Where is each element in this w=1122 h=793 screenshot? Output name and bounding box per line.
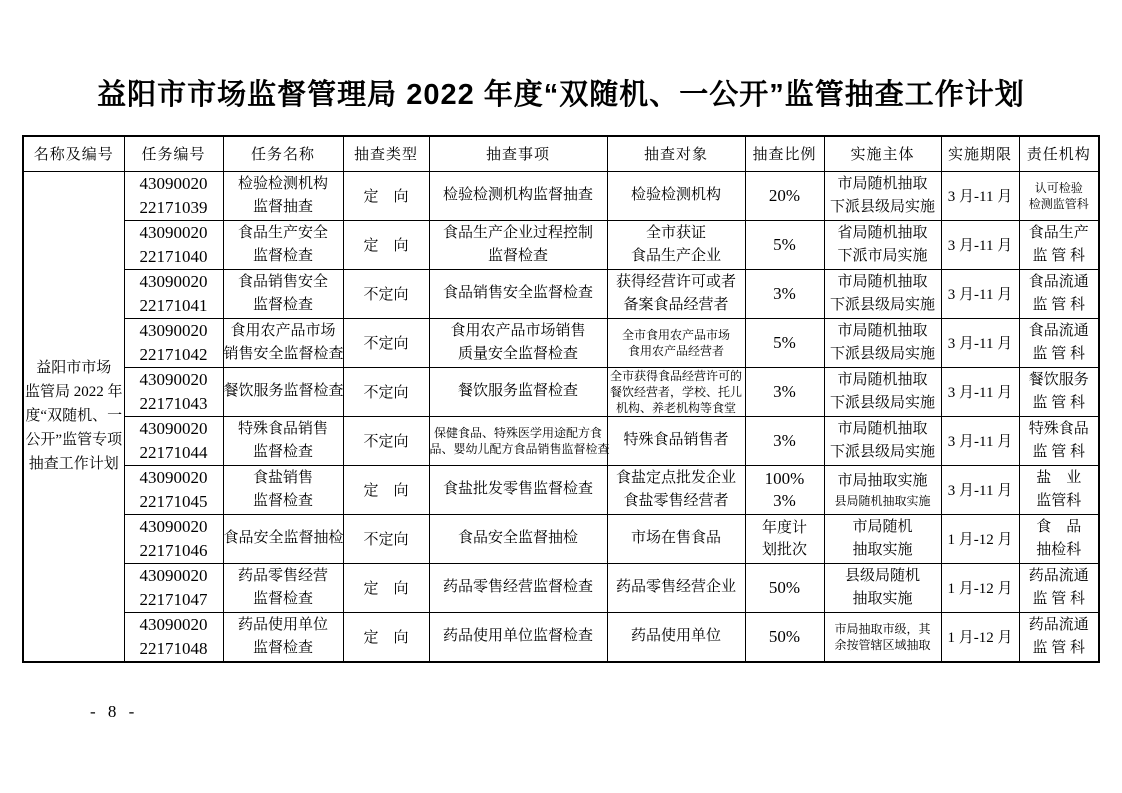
table-row [23, 171, 1099, 220]
cell-task-name: 餐饮服务监督检查 [223, 367, 343, 416]
cell-items: 保健食品、特殊医学用途配方食 品、婴幼儿配方食品销售监督检查 [429, 416, 607, 465]
cell-ratio: 5% [745, 318, 824, 367]
cell-targets: 全市获得食品经营许可的 餐饮经营者，学校、托儿 机构、养老机构等食堂 [607, 367, 745, 416]
cell-items: 食用农产品市场销售 质量安全监督检查 [429, 318, 607, 367]
cell-agency: 盐 业 监管科 [1019, 465, 1099, 514]
cell-ratio: 20% [745, 171, 824, 220]
col-header-inspection-ratio: 抽查比例 [745, 136, 824, 171]
page-number: - 8 - [90, 702, 139, 721]
cell-task-no: 43090020 22171043 [124, 367, 223, 416]
cell-period: 1 月-12 月 [941, 612, 1019, 662]
table-row [23, 367, 1099, 416]
cell-targets: 药品零售经营企业 [607, 563, 745, 612]
cell-type: 不定向 [343, 416, 429, 465]
cell-task-no: 43090020 22171044 [124, 416, 223, 465]
cell-agency: 认可检验 检测监管科 [1019, 171, 1099, 220]
cell-agency: 药品流通 监 管 科 [1019, 563, 1099, 612]
col-header-name-and-number: 名称及编号 [23, 136, 124, 171]
table-header [23, 136, 1099, 171]
cell-task-no: 43090020 22171040 [124, 220, 223, 269]
cell-targets: 全市获证 食品生产企业 [607, 220, 745, 269]
cell-task-no: 43090020 22171047 [124, 563, 223, 612]
cell-period: 1 月-12 月 [941, 563, 1019, 612]
col-header-implementer: 实施主体 [824, 136, 941, 171]
cell-ratio: 3% [745, 416, 824, 465]
cell-period: 3 月-11 月 [941, 465, 1019, 514]
cell-period: 3 月-11 月 [941, 367, 1019, 416]
cell-task-no: 43090020 22171046 [124, 514, 223, 563]
cell-period: 3 月-11 月 [941, 269, 1019, 318]
cell-targets: 特殊食品销售者 [607, 416, 745, 465]
cell-implementer: 市局随机抽取 下派县级局实施 [824, 416, 941, 465]
plan-name-cell: 益阳市市场 监管局 2022 年 度“双随机、一 公开”监管专项 抽查工作计划 [23, 171, 124, 662]
cell-implementer: 市局随机抽取 下派县级局实施 [824, 171, 941, 220]
header-row [23, 136, 1099, 171]
cell-type: 定 向 [343, 563, 429, 612]
cell-targets: 检验检测机构 [607, 171, 745, 220]
table-row [23, 612, 1099, 662]
cell-type: 不定向 [343, 269, 429, 318]
cell-task-name: 特殊食品销售 监督检查 [223, 416, 343, 465]
col-header-inspection-items: 抽查事项 [429, 136, 607, 171]
table-row [23, 514, 1099, 563]
cell-items: 药品使用单位监督检查 [429, 612, 607, 662]
cell-period: 3 月-11 月 [941, 171, 1019, 220]
cell-agency: 餐饮服务 监 管 科 [1019, 367, 1099, 416]
table-row [23, 318, 1099, 367]
cell-period: 1 月-12 月 [941, 514, 1019, 563]
cell-task-name: 食用农产品市场 销售安全监督检查 [223, 318, 343, 367]
cell-period: 3 月-11 月 [941, 220, 1019, 269]
cell-targets: 市场在售食品 [607, 514, 745, 563]
cell-task-name: 食盐销售 监督检查 [223, 465, 343, 514]
cell-items: 食品安全监督抽检 [429, 514, 607, 563]
cell-implementer: 市局随机 抽取实施 [824, 514, 941, 563]
table-row [23, 465, 1099, 514]
cell-targets: 获得经营许可或者 备案食品经营者 [607, 269, 745, 318]
cell-ratio: 3% [745, 367, 824, 416]
cell-task-name: 药品使用单位 监督检查 [223, 612, 343, 662]
cell-implementer: 省局随机抽取 下派市局实施 [824, 220, 941, 269]
cell-implementer: 市局随机抽取 下派县级局实施 [824, 318, 941, 367]
table-row [23, 416, 1099, 465]
cell-type: 定 向 [343, 612, 429, 662]
cell-targets: 食盐定点批发企业 食盐零售经营者 [607, 465, 745, 514]
table-body [23, 171, 1099, 662]
cell-type: 不定向 [343, 514, 429, 563]
cell-targets: 全市食用农产品市场 食用农产品经营者 [607, 318, 745, 367]
cell-implementer: 县级局随机 抽取实施 [824, 563, 941, 612]
cell-agency: 药品流通 监 管 科 [1019, 612, 1099, 662]
cell-items: 食品生产企业过程控制 监督检查 [429, 220, 607, 269]
cell-items: 检验检测机构监督抽查 [429, 171, 607, 220]
cell-ratio: 5% [745, 220, 824, 269]
cell-type: 不定向 [343, 367, 429, 416]
col-header-task-name: 任务名称 [223, 136, 343, 171]
cell-items: 餐饮服务监督检查 [429, 367, 607, 416]
col-header-inspection-targets: 抽查对象 [607, 136, 745, 171]
table-row [23, 220, 1099, 269]
cell-implementer: 市局随机抽取 下派县级局实施 [824, 269, 941, 318]
col-header-period: 实施期限 [941, 136, 1019, 171]
cell-items: 药品零售经营监督检查 [429, 563, 607, 612]
cell-ratio: 3% [745, 269, 824, 318]
cell-period: 3 月-11 月 [941, 318, 1019, 367]
cell-task-no: 43090020 22171045 [124, 465, 223, 514]
col-header-inspection-type: 抽查类型 [343, 136, 429, 171]
cell-ratio: 年度计 划批次 [745, 514, 824, 563]
cell-ratio: 50% [745, 563, 824, 612]
cell-ratio: 50% [745, 612, 824, 662]
cell-task-name: 药品零售经营 监督检查 [223, 563, 343, 612]
plan-table [22, 135, 1100, 663]
cell-items: 食品销售安全监督检查 [429, 269, 607, 318]
cell-type: 定 向 [343, 220, 429, 269]
cell-task-no: 43090020 22171048 [124, 612, 223, 662]
cell-ratio: 100% 3% [745, 465, 824, 514]
cell-task-name: 食品生产安全 监督检查 [223, 220, 343, 269]
cell-type: 定 向 [343, 171, 429, 220]
cell-task-name: 食品销售安全 监督检查 [223, 269, 343, 318]
cell-task-no: 43090020 22171041 [124, 269, 223, 318]
cell-implementer: 市局随机抽取 下派县级局实施 [824, 367, 941, 416]
cell-agency: 食品流通 监 管 科 [1019, 269, 1099, 318]
cell-agency: 食 品 抽检科 [1019, 514, 1099, 563]
cell-period: 3 月-11 月 [941, 416, 1019, 465]
cell-implementer: 市局抽取实施 县局随机抽取实施 [824, 465, 941, 514]
table-row [23, 269, 1099, 318]
col-header-responsible-agency: 责任机构 [1019, 136, 1099, 171]
cell-implementer: 市局抽取市级，其 余按管辖区域抽取 [824, 612, 941, 662]
cell-type: 不定向 [343, 318, 429, 367]
cell-agency: 特殊食品 监 管 科 [1019, 416, 1099, 465]
col-header-task-number: 任务编号 [124, 136, 223, 171]
cell-agency: 食品流通 监 管 科 [1019, 318, 1099, 367]
cell-task-no: 43090020 22171039 [124, 171, 223, 220]
cell-task-name: 食品安全监督抽检 [223, 514, 343, 563]
cell-type: 定 向 [343, 465, 429, 514]
document-title: 益阳市市场监督管理局 2022 年度“双随机、一公开”监管抽查工作计划 [97, 79, 1025, 111]
cell-items: 食盐批发零售监督检查 [429, 465, 607, 514]
cell-agency: 食品生产 监 管 科 [1019, 220, 1099, 269]
table-row [23, 563, 1099, 612]
cell-task-no: 43090020 22171042 [124, 318, 223, 367]
cell-targets: 药品使用单位 [607, 612, 745, 662]
cell-task-name: 检验检测机构 监督抽查 [223, 171, 343, 220]
